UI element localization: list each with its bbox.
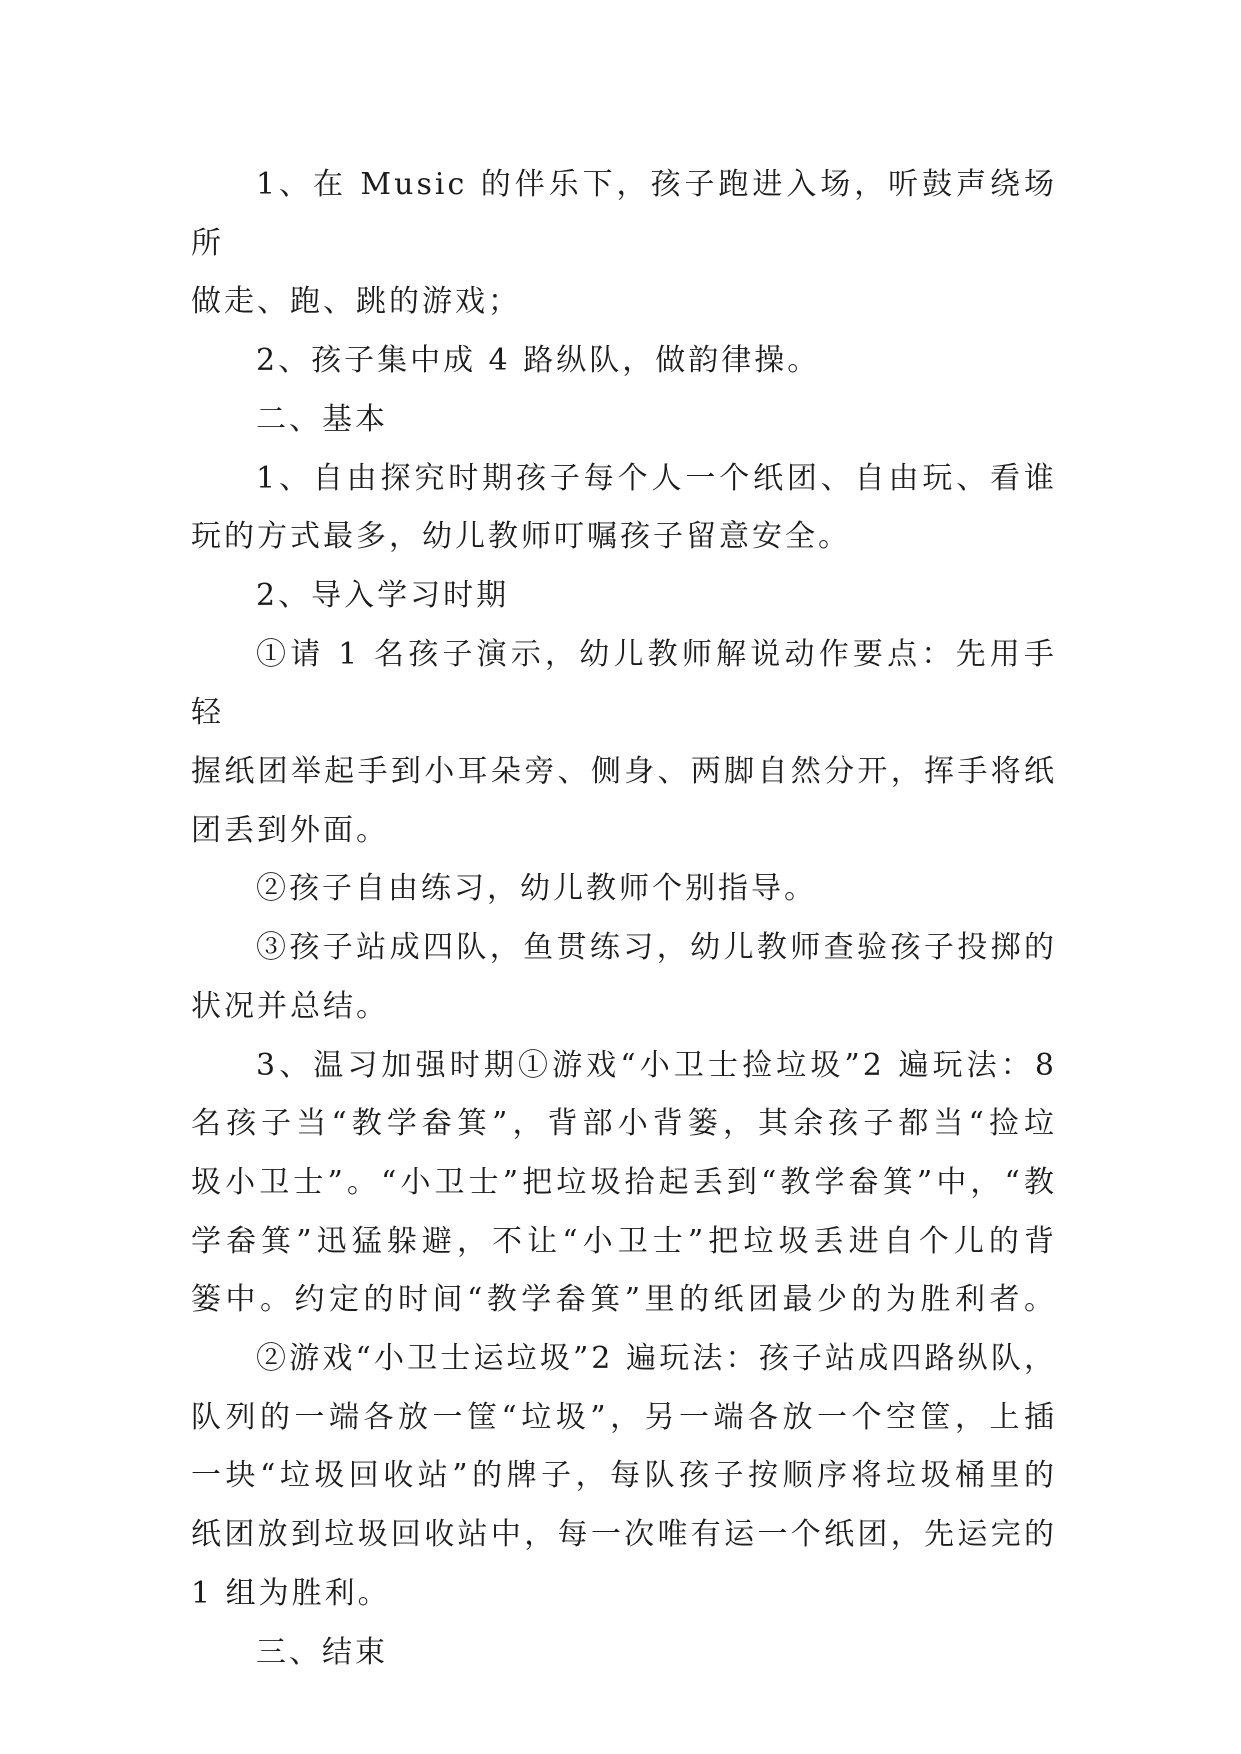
text-line: 学畚箕”迅猛躲避，不让“小卫士”把垃圾丢进自个儿的背 <box>191 1223 1057 1259</box>
paragraph <box>191 626 1057 861</box>
text-line: 状况并总结。 <box>191 988 389 1024</box>
section-heading-end <box>191 1624 1057 1683</box>
text-line: 篓中。约定的时间“教学畚箕”里的纸团最少的为胜利者。 <box>191 1282 1057 1318</box>
text-line: 2、孩子集中成 4 路纵队，做韵律操。 <box>256 343 821 379</box>
paragraph <box>191 567 1057 626</box>
text-line: 队列的一端各放一筐“垃圾”，另一端各放一个空筐，上插 <box>191 1399 1057 1435</box>
text-line: 1 组为胜利。 <box>191 1575 391 1611</box>
text-line: 一块“垃圾回收站”的牌子，每队孩子按顺序将垃圾桶里的 <box>191 1458 1057 1494</box>
text-line: 玩的方式最多，幼儿教师叮嘱孩子留意安全。 <box>191 519 851 555</box>
paragraph <box>191 1037 1057 1331</box>
paragraph <box>191 860 1057 919</box>
text-line: 团丢到外面。 <box>191 812 389 848</box>
text-line: 3、温习加强时期①游戏“小卫士捡垃圾”2 遍玩法：8 <box>256 1047 1057 1083</box>
section-heading: 二、基本 <box>256 401 388 437</box>
section-heading: 三、结束 <box>256 1634 388 1670</box>
paragraph <box>191 919 1057 1036</box>
document-body <box>191 156 1057 1682</box>
text-line: 2、导入学习时期 <box>256 577 510 613</box>
paragraph <box>191 1330 1057 1624</box>
text-line: 圾小卫士”。“小卫士”把垃圾拾起丢到“教学畚箕”中，“教 <box>191 1164 1057 1200</box>
paragraph <box>191 156 1057 332</box>
text-line: 1、在 Music 的伴乐下，孩子跑进入场，听鼓声绕场所 <box>191 167 1057 261</box>
section-heading-basic <box>191 391 1057 450</box>
paragraph <box>191 450 1057 567</box>
text-line: ②孩子自由练习，幼儿教师个别指导。 <box>256 871 817 907</box>
text-line: ③孩子站成四队，鱼贯练习，幼儿教师查验孩子投掷的 <box>256 930 1057 966</box>
text-line: 1、自由探究时期孩子每个人一个纸团、自由玩、看谁 <box>256 460 1057 496</box>
text-line: 握纸团举起手到小耳朵旁、侧身、两脚自然分开，挥手将纸 <box>191 754 1057 790</box>
text-line: 纸团放到垃圾回收站中，每一次唯有运一个纸团，先运完的 <box>191 1517 1057 1553</box>
paragraph <box>191 332 1057 391</box>
text-line: 名孩子当“教学畚箕”，背部小背篓，其余孩子都当“捡垃 <box>191 1106 1057 1142</box>
text-line: ②游戏“小卫士运垃圾”2 遍玩法：孩子站成四路纵队， <box>256 1341 1057 1377</box>
text-line: ①请 1 名孩子演示，幼儿教师解说动作要点：先用手轻 <box>191 636 1057 731</box>
text-line: 做走、跑、跳的游戏； <box>191 284 521 320</box>
